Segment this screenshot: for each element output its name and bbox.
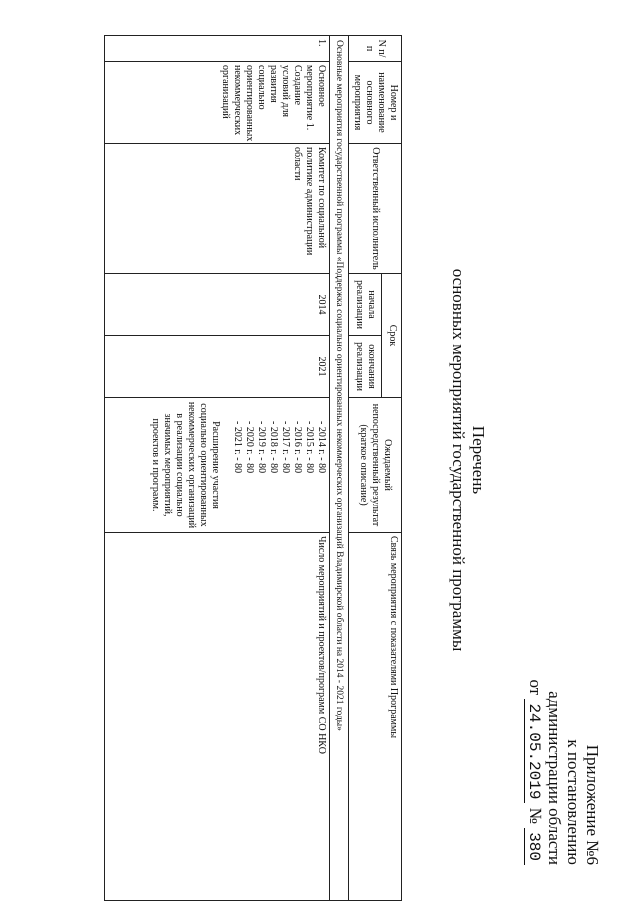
header-name: Номер и наименование основного мероприятия: [349, 62, 402, 144]
result-item: - 2019 г. - 80: [256, 421, 267, 474]
result-item: - 2015 г. - 80: [304, 421, 315, 474]
row-executor: Комитет по социальной политике администрации области: [105, 144, 330, 274]
row-result: [105, 398, 330, 533]
header-num: N п/п: [349, 36, 402, 62]
number-value: 380: [524, 828, 543, 865]
appendix-block: [524, 625, 602, 865]
appendix-title: Приложение №6: [583, 744, 602, 865]
row-link: Число мероприятий и проектов/программ СО НКО: [105, 533, 330, 901]
header-start: начала реализации: [349, 274, 382, 336]
result-description: Расширение участия социально ориентированных некоммерческих организаций в реализации социально значимых мероприятий, проектов и программ.: [150, 401, 221, 529]
result-item: - 2020 г. - 80: [244, 421, 255, 474]
page-title: Перечень: [469, 425, 488, 495]
table-row: [105, 36, 330, 901]
row-num: 1.: [105, 36, 330, 62]
page-subtitle: основных мероприятий государственной программы: [449, 268, 468, 652]
date-prefix: от: [526, 679, 545, 696]
row-end: 2021: [105, 336, 330, 398]
appendix-line-3: администрации области: [545, 691, 564, 865]
table-header-row: [382, 36, 402, 901]
header-term: Срок: [382, 274, 402, 398]
result-item: - 2021 г. - 80: [232, 421, 243, 474]
result-item: - 2018 г. - 80: [268, 421, 279, 474]
row-start: 2014: [105, 274, 330, 336]
row-name: Основное мероприятие 1. Создание условий для развития социально ориентированных некоммерческих организаций: [105, 62, 330, 144]
result-list: [231, 401, 327, 529]
result-item: - 2017 г. - 80: [280, 421, 291, 474]
section-title: Основные мероприятия государственной программы «Поддержка социально ориентированных некоммерческих организаций Владимирской области на 2014 - 2021 годы»: [330, 36, 349, 901]
number-prefix: №: [526, 807, 545, 824]
header-result: Ожидаемый непосредственный результат (краткое описание): [349, 398, 402, 533]
date-value: 24.05.2019: [524, 699, 543, 803]
header-executor: Ответственный исполнитель: [349, 144, 402, 274]
appendix-date-line: [524, 625, 545, 865]
result-item: - 2016 г. - 80: [292, 421, 303, 474]
appendix-line-2: к постановлению: [564, 739, 583, 865]
section-row: [330, 36, 349, 901]
result-item: - 2014 г. - 80: [316, 421, 327, 474]
header-link: Связь мероприятия с показателями Программы: [349, 533, 402, 901]
measures-table: [104, 35, 402, 901]
heading-block: [448, 180, 488, 740]
header-end: окончания реализации: [349, 336, 382, 398]
